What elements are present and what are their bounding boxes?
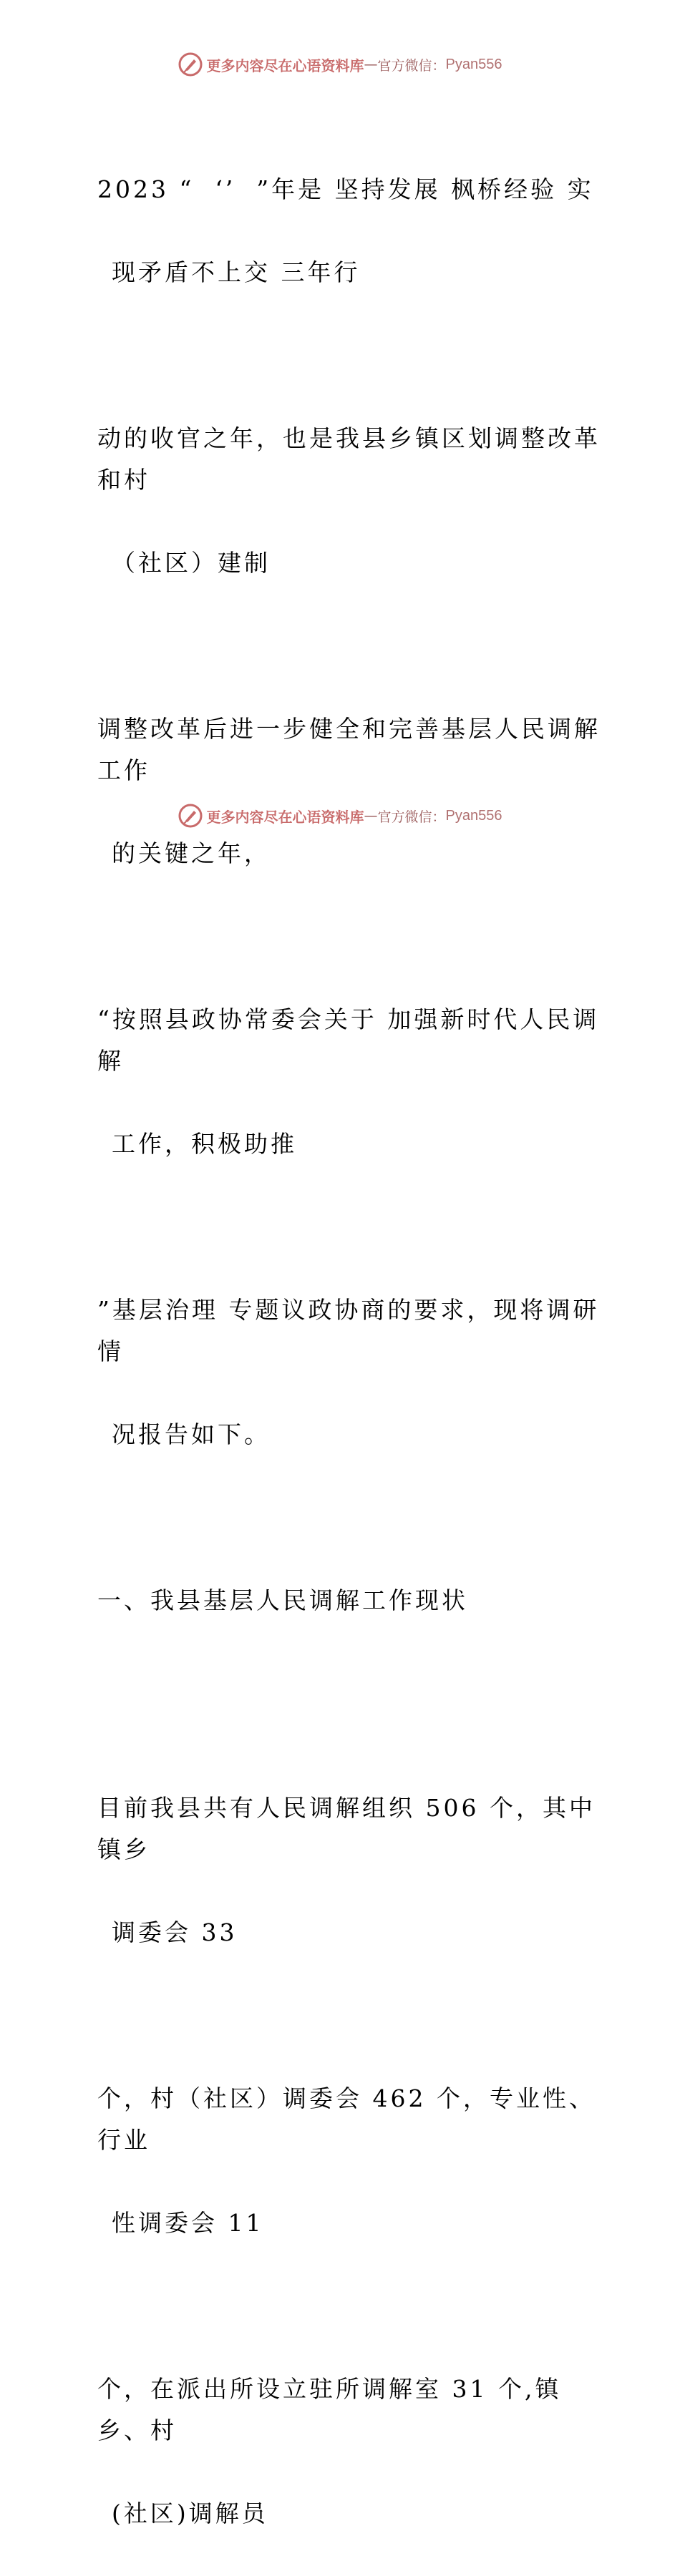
paragraph-line: 动的收官之年，也是我县乡镇区划调整改革和村 <box>97 424 601 494</box>
paragraph-line: 工作，积极助推 <box>111 1130 297 1158</box>
paragraph-line: 2023 “ ‘’ ”年是 坚持发展 枫桥经验 实 <box>97 175 594 203</box>
paragraph-7 <box>70 1995 614 2285</box>
watermark-label: 官方微信： <box>377 809 446 825</box>
paragraph-2 <box>70 335 614 625</box>
paragraph-line: 个，在派出所设立驻所调解室 31 个,镇乡、村 <box>97 2375 562 2444</box>
paragraph-6 <box>70 1704 614 1995</box>
document-body <box>70 86 614 2576</box>
quill-logo-icon <box>178 52 203 77</box>
paragraph-line: 目前我县共有人民调解组织 506 个，其中镇乡 <box>97 1794 596 1863</box>
paragraph-line: 况报告如下。 <box>111 1420 271 1448</box>
paragraph-5 <box>70 1206 614 1497</box>
watermark-wechat-id: Pyan556 <box>445 56 502 72</box>
paragraph-line: 调整改革后进一步健全和完善基层人民调解工作 <box>97 715 601 784</box>
paragraph-line: 现矛盾不上交 三年行 <box>111 258 361 286</box>
watermark-dash: — <box>364 808 378 824</box>
paragraph-line: 个，村（社区）调委会 462 个，专业性、行业 <box>97 2084 596 2154</box>
paragraph-line: “按照县政协常委会关于 加强新时代人民调解 <box>97 1005 600 1075</box>
heading-line: 一、我县基层人民调解工作现状 <box>97 1586 468 1614</box>
watermark-footer <box>0 801 680 830</box>
watermark-main-text: 更多内容尽在心语资料库 <box>206 57 364 74</box>
paragraph-3 <box>70 625 614 916</box>
paragraph-line: ”基层治理 专题议政协商的要求，现将调研情 <box>97 1296 600 1365</box>
watermark-dash: — <box>364 57 378 72</box>
quill-logo-icon <box>178 804 203 828</box>
paragraph-line: 性调委会 11 <box>111 2209 264 2237</box>
paragraph-4 <box>70 916 614 1206</box>
watermark-wechat-id: Pyan556 <box>445 807 502 824</box>
watermark-header <box>0 50 680 79</box>
watermark-main-text: 更多内容尽在心语资料库 <box>206 808 364 826</box>
paragraph-line: 调委会 33 <box>111 1918 238 1946</box>
paragraph-8 <box>70 2285 614 2576</box>
watermark-label: 官方微信： <box>377 57 446 74</box>
paragraph-line: 的关键之年， <box>111 839 271 867</box>
paragraph-line: （社区）建制 <box>111 549 271 577</box>
paragraph-1 <box>70 86 614 335</box>
paragraph-line: (社区)调解员 <box>111 2499 268 2527</box>
section-heading <box>70 1497 614 1704</box>
